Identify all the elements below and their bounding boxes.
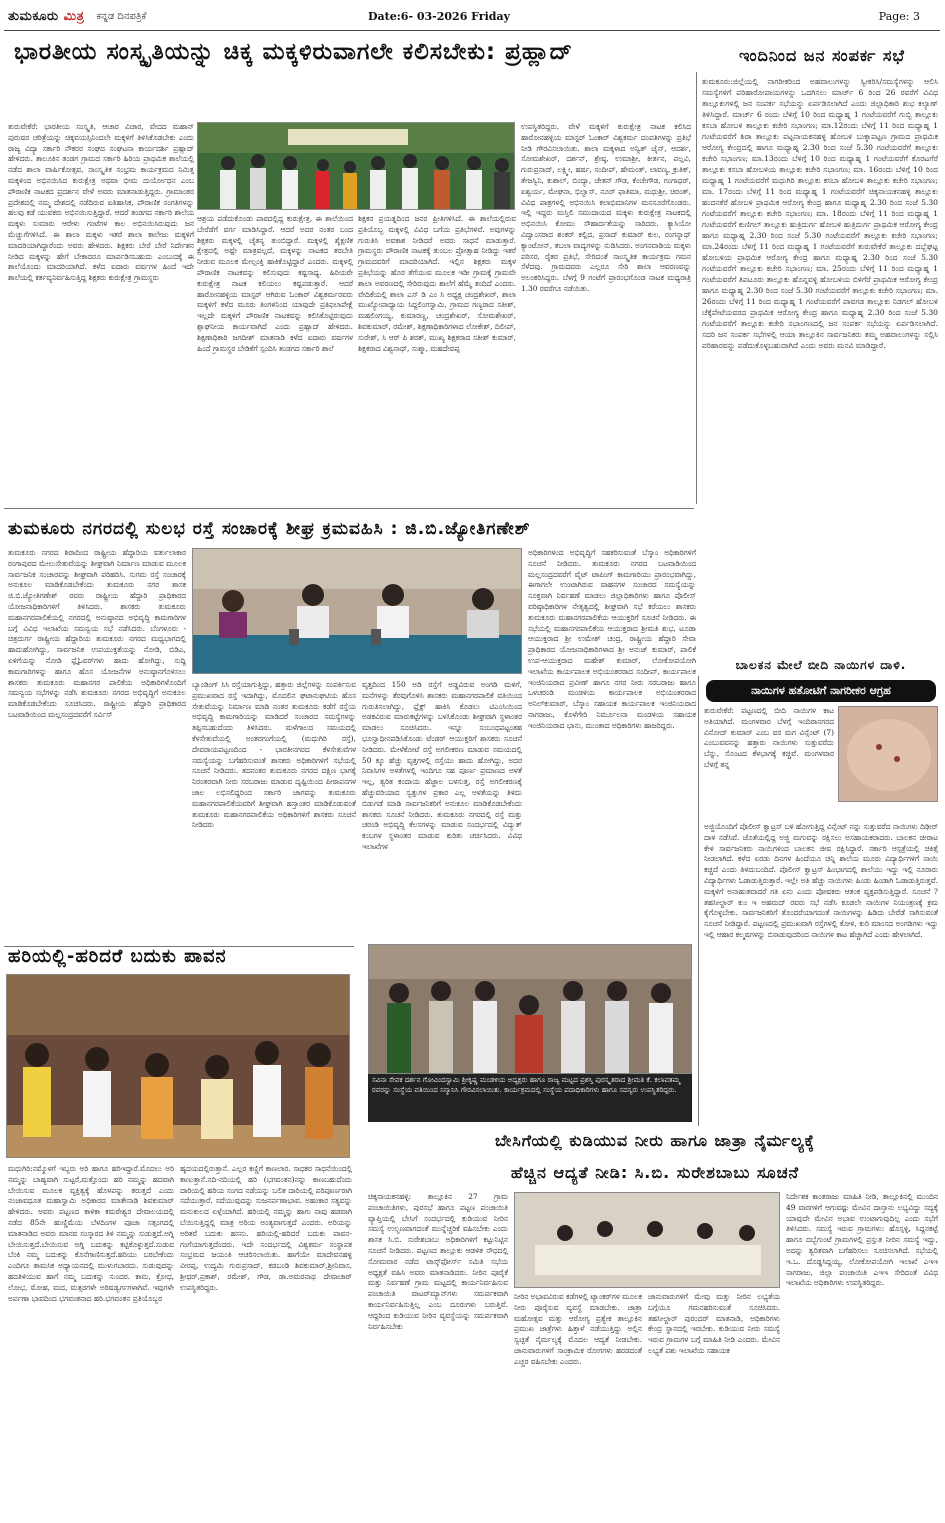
road-meeting-photo: [192, 548, 522, 674]
article-3-column-2: ಬ್ಯಾಂಡಿಂಗ್ ಸಿಸಿ ರಸ್ತೆಯಾಗುತ್ತಿದ್ದು, ಹತ್ತಾರು ಜಿಲ್ಲೆಗಳನ್ನು ಸಂಪರ್ಕಿಸುವ ಪ್ರಮುಖವಾದ ರಸ್ತೆ ಇದಾಗಿದ್ದು, ಮೊದಲಿನ ಘಟಾನುಘಟಿಯ ಹೊಸ ಸೇತುವೆಯನ್ನು ನಿರ್ಮಾಣ ಮಾಡಿ ನಂತರ ತುಮಕೂರು ಕಡೆಗೆ ರಸ್ತೆಯ ಅಭಿವೃದ್ಧಿ ಕಾಮಗಾರಿಯನ್ನು ಮಾಡಿದರೆ ಸಂಚಾರದ ಸಮಸ್ಯೆಗಳನ್ನು ತಪ್ಪಿಸಬಹುದೆಂದು ತಿಳಿಸಿದರು. ಮಳೆಗಾಲದ ಸಮಯದಲ್ಲಿ ಕೆಳಸೇತುವೆಯಲ್ಲಿ ಅಂತರಗಂಗೆಯಲ್ಲಿ (ಮಧುಗಿರಿ ರಸ್ತೆ), ದೇವರಾಯಪಟ್ಟಣದಿಂದ - ಭಾರತೀನಗರದ ಕೆಳಸೇತುವೆಗಳ ಸಮಸ್ಯೆಯನ್ನು ಬಗೆಹರಿಸುವಂತೆ ಶಾಸಕರು ಅಧಿಕಾರಿಗಳಿಗೆ ಸಭೆಯಲ್ಲಿ ಸೂಚನೆ ನೀಡಿದರು. ತದನಂತರ ತುಮಕೂರು ನಗರದ ದಕ್ಷಿಣ ಭಾಗಕ್ಕೆ ನಿರಂತರವಾಗಿ ನೀರು ಸರಬರಾಜು ಮಾಡುವ ದೃಷ್ಟಿಯಿಂದ ಪೀಠಾಪನಗಳ ಜಾಲ ಲಭಿಸಲಿದ್ದರಿಂದ ಸರ್ಕಾರಿ ಜಾಗವನ್ನು ತುಮಕೂರು ಮಹಾನಗರಪಾಲಿಕೆಯವರಿಗೆ ಶೀಘ್ರವಾಗಿ ಹಸ್ತಾಂತರ ಮಾಡಿಕೊಡುವಂತೆ ತುಮಕೂರು ಮಹಾನಗರಪಾಲಿಕೆಯ ಅಧಿಕಾರಿಗಳಿಗೆ ಶಾಸಕರು ಸೂಚನೆ ನೀಡಿದರು: [192, 680, 356, 830]
article-7-column-4: ನಿರ್ದೇಶಕ ಕಾಂತರಾಜು ಮಾಹಿತಿ ನೀಡಿ, ತಾಲ್ಲೂಕಿನಲ್ಲಿ ಮುಂದಿನ 49 ವಾರಗಳಿಗೆ ಆಗುವಷ್ಟು ಮೇವಿನ ದಾಸ್ತಾನು ಲಭ್ಯವಿದ್ದು ಸದ್ಯಕ್ಕೆ ಯಾವುದೇ ಮೇವಿನ ಅಭಾವ ಉಂಟಾಗುವುದಿಲ್ಲ ಎಂದು ಸಭೆಗೆ ತಿಳಿಸಿದರು. ಸಮಸ್ಯೆ ಇರುವ ಗ್ರಾಮಗಳು: ಹೊಸ್ಸಳ್ಳಿ, ಸಿದ್ದನಕಟ್ಟೆ ಹಾಗೂ ದಬ್ಬೆಗುಂಟೆ ಗ್ರಾಮಗಳಲ್ಲಿ ಪ್ರಸ್ತುತ ನೀರಿನ ಸಮಸ್ಯೆ ಇದ್ದು, ಅದನ್ನು ತ್ವರಿತವಾಗಿ ಬಗೆಹರಿಸಲು ಸೂಚಿಸಲಾಗಿದೆ. ಸಭೆಯಲ್ಲಿ ಇ.ಒ. ದೊಡ್ಡಸಿದ್ದಯ್ಯ, ಲೋಕೋಪಯೋಗಿ ಇಲಾಖೆ ಎಇಇ ನಾಗರಾಜು, ಜಿಲ್ಲಾ ಪಂಚಾಯಿತಿ ಎಇಇ ಸೇರಿದಂತೆ ವಿವಿಧ ಇಲಾಖೆಯ ಅಧಿಕಾರಿಗಳು ಉಪಸ್ಥಿತರಿದ್ದರು.: [786, 1192, 938, 1288]
article-5-headline: ಹರಿಯಲ್ಲಿ-ಹರಿದರೆ ಬದುಕು ಪಾವನ: [8, 946, 227, 967]
newspaper-title: [8, 9, 84, 24]
article-2-body: ತುಮಕೂರು:ಜಿಲ್ಲೆಯಲ್ಲಿ ನಾಗರೀಕರಿಂದ ಅಹವಾಲುಗಳನ್ನು ಸ್ವೀಕರಿಸಿ/ಸಮಸ್ಯೆಗಳನ್ನು ಆಲಿಸಿ ಸಮಸ್ಯೆಗಳಿಗೆ ಪರಿಹಾರೋಪಾಯಗಳನ್ನು ಒದಗಿಸಲು ಮಾರ್ಚ್ 6 ರಿಂದ 26 ರವರೆಗೆ ವಿವಿಧ ತಾಲ್ಲೂಕುಗಳಲ್ಲಿ ಜನ ಸಂಪರ್ಕ ಸಭೆಯನ್ನು ಏರ್ಪಡಿಸಲಾಗಿದೆ ಎಂದು ಜಿಲ್ಲಾಧಿಕಾರಿ ಶುಭ ಕಲ್ಯಾಣ್ ತಿಳಿಸಿದ್ದಾರೆ. ಮಾರ್ಚ್ 6 ರಂದು ಬೆಳಿಗ್ಗೆ 10 ರಿಂದ ಮಧ್ಯಾಹ್ನ 1 ಗಂಟೆಯವರೆಗೆ ಗುಬ್ಬಿ ತಾಲ್ಲೂಕು ಕಸಬಾ ಹೋಬಳಿ ತಾಲ್ಲೂಕು ಕಚೇರಿ ಸಭಾಂಗಣ; ಮಾ.12ರಂದು ಬೆಳಿಗ್ಗೆ 11 ರಿಂದ ಮಧ್ಯಾಹ್ನ 1 ಗಂಟೆಯವರೆಗೆ ಶಿರಾ ತಾಲ್ಲೂಕು ಪಟ್ಟನಾಯಕನಹಳ್ಳಿ ಹೋಬಳಿ ಬುಕ್ಕಾಪಟ್ಟಣ ಗ್ರಾಮದ ಪ್ರಾಥಮಿಕ ಆರೋಗ್ಯ ಕೇಂದ್ರದಲ್ಲಿ ಹಾಗೂ ಮಧ್ಯಾಹ್ನ 2.30 ರಿಂದ ಸಂಜೆ 5.30 ಗಂಟೆಯವರೆಗೆ ತಾಲ್ಲೂಕು ಕಚೇರಿ ಸಭಾಂಗಣ; ಮಾ.13ರಂದು ಬೆಳಿಗ್ಗೆ 10 ರಿಂದ ಮಧ್ಯಾಹ್ನ 1 ಗಂಟೆಯವರೆಗೆ ಕೊರಟಗೆರೆ ತಾಲ್ಲೂಕು ಕಸಬಾ ಹೋಬಳಿಯ ತಾಲ್ಲೂಕು ಕಚೇರಿ ಸಭಾಂಗಣ; ಮಾ. 16ರಂದು ಬೆಳಿಗ್ಗೆ 10 ರಿಂದ ಮಧ್ಯಾಹ್ನ 1 ಗಂಟೆಯವರೆಗೆ ಮಧುಗಿರಿ ತಾಲ್ಲೂಕು ಕಸಬಾ ಹೋಬಳಿ ತಾಲ್ಲೂಕು ಕಚೇರಿ ಸಭಾಂಗಣ; ಮಾ. 17ರಂದು ಬೆಳಿಗ್ಗೆ 11 ರಿಂದ ಮಧ್ಯಾಹ್ನ 1 ಗಂಟೆಯವರೆಗೆ ಚಿಕ್ಕನಾಯಕನಹಳ್ಳಿ ತಾಲ್ಲೂಕು ಹಂದನಕೆರೆ ಹೋಬಳಿ ಪ್ರಾಥಮಿಕ ಆರೋಗ್ಯ ಕೇಂದ್ರ ಹಾಗೂ ಮಧ್ಯಾಹ್ನ 2.30 ರಿಂದ ಸಂಜೆ 5.30 ಗಂಟೆಯವರೆಗೆ ತಾಲ್ಲೂಕು ಕಚೇರಿ ಸಭಾಂಗಣ; ಮಾ. 18ರಂದು ಬೆಳಿಗ್ಗೆ 11 ರಿಂದ ಮಧ್ಯಾಹ್ನ 1 ಗಂಟೆಯವರೆಗೆ ಕುಣಿಗಲ್ ತಾಲ್ಲೂಕು ಹುತ್ರಿದುರ್ಗ ಹೋಬಳಿ ಹುತ್ರಿದುರ್ಗ ಪ್ರಾಥಮಿಕ ಆರೋಗ್ಯ ಕೇಂದ್ರ ಹಾಗೂ ಮಧ್ಯಾಹ್ನ 2.30 ರಿಂದ ಸಂಜೆ 5.30 ಗಂಟೆಯವರೆಗೆ ತಾಲ್ಲೂಕು ಕಚೇರಿ ಸಭಾಂಗಣ; ಮಾ.24ರಂದು ಬೆಳಿಗ್ಗೆ 11 ರಿಂದ ಮಧ್ಯಾಹ್ನ 1 ಗಂಟೆಯವರೆಗೆ ತುರುವೇಕೆರೆ ತಾಲ್ಲೂಕು ದಬ್ಬೆಘಟ್ಟ ಹೋಬಳಿಯ ಪ್ರಾಥಮಿಕ ಆರೋಗ್ಯ ಕೇಂದ್ರ ಹಾಗೂ ಮಧ್ಯಾಹ್ನ 2.30 ರಿಂದ ಸಂಜೆ 5.30 ಗಂಟೆಯವರೆಗೆ ತಾಲ್ಲೂಕು ಕಚೇರಿ ಸಭಾಂಗಣ; ಮಾ. 25ರಂದು ಬೆಳಿಗ್ಗೆ 11 ರಿಂದ ಮಧ್ಯಾಹ್ನ 1 ಗಂಟೆಯವರೆಗೆ ತಿಪಟೂರು ತಾಲ್ಲೂಕು ಹೊನ್ನವಳ್ಳಿ ಹೋಬಳಿಯ ಬಿಳಿಗೆರೆ ಪ್ರಾಥಮಿಕ ಆರೋಗ್ಯ ಕೇಂದ್ರ ಹಾಗೂ ಮಧ್ಯಾಹ್ನ 2.30 ರಿಂದ ಸಂಜೆ 5.30 ಗಂಟೆಯವರೆಗೆ ತಾಲ್ಲೂಕು ಕಚೇರಿ ಸಭಾಂಗಣ; ಮಾ. 26ರಂದು ಬೆಳಿಗ್ಗೆ 11 ರಿಂದ ಮಧ್ಯಾಹ್ನ 1 ಗಂಟೆಯವರೆಗೆ ಪಾವಗಡ ತಾಲ್ಲೂಕು ನಿಡಗಲ್ ಹೋಬಳಿ ಚೆಕ್ಕೆಪೇಟೆಯವರದ ಪ್ರಾಥಮಿಕ ಆರೋಗ್ಯ ಕೇಂದ್ರ ಹಾಗೂ ಮಧ್ಯಾಹ್ನ 2.30 ರಿಂದ ಸಂಜೆ 5.30 ಗಂಟೆಯವರೆಗೆ ತಾಲ್ಲೂಕು ಕಚೇರಿ ಸಭಾಂಗಣದಲ್ಲಿ ಜನ ಸಂಪರ್ಕ ಸಭೆಯನ್ನು ಏರ್ಪಡಿಸಲಾಗಿದೆ. ಸದರಿ ಜನ ಸಂಪರ್ಕ ಸಭೆಗಳಲ್ಲಿ ಆಯಾ ತಾಲ್ಲೂಕಿನ ಸಾರ್ವಜನಿಕರು ತಮ್ಮ ಅಹವಾಲುಗಳನ್ನು ಸಲ್ಲಿಸಿ ಪರಿಹಾರವನ್ನು ಪಡೆದುಕೊಳ್ಳಬಹುದಾಗಿದೆ ಎಂದು ಅವರು ಮನವಿ ಮಾಡಿದ್ದಾರೆ.: [702, 77, 938, 350]
school-event-photo-art: [198, 123, 515, 210]
article-1-column-3: ಶಿಕ್ಷಕರ ಪ್ರಯತ್ನದಿಂದ ಜನರ ಪ್ರೀತಿಗಳಿಸಿದೆ. ಈ ಶಾಲೆಯಲ್ಲಿರುವ ಪ್ರತಿಯೊಬ್ಬ ಮಕ್ಕಳಲ್ಲಿ ವಿವಿಧ ಬಗೆಯ ಪ್ರತಿಭೆಗಳಿವೆ. ಅವುಗಳನ್ನು ಗುರುತಿಸಿ ಅವಕಾಶ ನೀಡಿದರೆ ಅವರು ಸಾಧನೆ ಮಾಡುತ್ತಾರೆ. ಗ್ರಾಮಸ್ಥರು ಪೌರಾಣಿಕ ನಾಟಕಕ್ಕೆ ತುಂಬಲ ಪ್ರೋತ್ಸಾಹ ನೀಡಿದ್ದು ಇತರೆ ಗ್ರಾಮದವರಿಗೆ ಮಾದರಿಯಾಗಿದೆ. ಇಲ್ಲಿನ ಶಿಕ್ಷಕರು ಮಕ್ಕಳ ಪ್ರತಿಭೆಯನ್ನು ಹೊರ ತೆಗೆಯುವ ಮೂಲಕ ಇಡೀ ಗ್ರಾಮಕ್ಕೆ ಗ್ರಾಮವೇ ಶಾಲಾ ಅವರಣದಲ್ಲಿ ಸೇರಿರುವುದು ಶಾಲೆಗೆ ಹೆಮ್ಮೆ ತಂದಿದೆ ಎಂದರು. ವೇದಿಕೆಯಲ್ಲಿ ಶಾಲಾ ಎಸ್ ಡಿ ಎಂ ಸಿ ಅಧ್ಯಕ್ಷ ಚಂದ್ರಶೇಖರ್, ಶಾಲಾ ಮುಖ್ಯೋಪಾಧ್ಯಾಯ ಸಿದ್ದಲಿಂಗಸ್ವಾಮಿ, ಗ್ರಾಮದ ಗಣ್ಯರಾದ ಸತೀಶ್, ಮಹಲಿಂಗಯ್ಯ, ಕುಮಾರಣ್ಣ, ಚಂದ್ರಶೇಖರ್, ಸೋಮಶೇಖರ್, ಶಿವಕುಮಾರ್, ರಮೇಶ್, ಶಿಕ್ಷಣಾಧಿಕಾರಿಗಳಾದ ಲೋಕೇಶ್, ದಿಲೀಪ್, ಸುರೇಶ್, ಸಿ ಆರ್ ಪಿ ಶರತ್, ಮುಖ್ಯ ಶಿಕ್ಷಕರಾದ ಸತೀಶ್ ಕುಮಾರ್, ಶಿಕ್ಷಕರಾದ ವಿಶ್ವನಾಥ್, ಸುಶ್ಮಾ, ಮಹದೇವಪ್ಪ: [358, 214, 516, 353]
masthead-rule: [4, 30, 940, 31]
column-divider: [696, 72, 697, 504]
award-event-photo: [368, 944, 692, 1074]
award-photo-caption: ಸವಿನಾ ಸೇವಕ ದರ್ಶನ ಗೋವಿಂದಸ್ವಾಮಿ ಶ್ರೀಕೃಷ್ಣ ಮಂಡಳಿಯ ಅದ್ಯಕ್ಷರು ಹಾಗೂ ರಾಜ್ಯ ಮಟ್ಟದ ಪ್ರಶಸ್ತಿ ಪುರಸ್ಕೃತರಾದ ಶ್ರೀಮತಿ ಕೆ. ಕಲಾವತಮ್ಮ ರವರನ್ನು ಸಂಸ್ಥೆಯ ವತಿಯಿಂದ ಸನ್ಮಾನಿಸಿ ಗೌರವಿಸಲಾಯಿತು. ಕಾರ್ಯಕ್ರಮದಲ್ಲಿ ಸಂಸ್ಥೆಯ ಪದಾಧಿಕಾರಿಗಳು ಹಾಗೂ ಸದಸ್ಯರು ಉಪಸ್ಥಿತರಿದ್ದರು.: [368, 1074, 692, 1122]
road-meeting-photo-art: [193, 549, 522, 674]
felicitation-photo: [6, 974, 350, 1158]
article-4-main-text: ಅಜ್ಜಿಯೊಂದಿಗೆ ಪೊಲೀಸ್ ಕ್ವಾಟ್ರಸ್ ಬಳಿ ಹೋಗುತ್ತಿದ್ದ ವಿನ್ಸೆಂಟ್ ನನ್ನು ಸುತ್ತುವರೆದ ನಾಯಿಗಳು ದಿಢೀರ್ ದಾಳಿ ನಡೆಸಿವೆ. ಜೊತೆಯಲ್ಲಿದ್ದ ಅಜ್ಜಿ ಮಗುವನ್ನು ರಕ್ಷಿಸಲು ಅಸಹಾಯಕರಾದರು. ಬಾಲಕನ ಚೀರಾಟ ಕೇಳಿ ಸಾರ್ವಜನಿಕರು ನಾಯಿಗಳಿಂದ ಬಾಲಕನ ಜೀವ ರಕ್ಷಿಸಿದ್ದಾರೆ. ಸರ್ಕಾರಿ ಆಸ್ಪತ್ರೆಯಲ್ಲಿ ಚಿಕಿತ್ಸೆ ನೀಡಲಾಗಿದೆ. ಕಳೆದ ಏರಡು ದಿನಗಳ ಹಿಂದೆಯೂ ಚಿನ್ನಿ ಶಾಲೆಯ ಮೂರು ವಿದ್ಯಾರ್ಥಿಗಳಿಗೆ ನಾಯಿ ಕಚ್ಚಿದೆ ಎಂದು ತಿಳಿದುಬಂದಿದೆ. ಪೊಲೀಸ್ ಕ್ವಾಟ್ರಸ್ ಹಿಂಭಾಗದಲ್ಲಿ ಶಾಲೆಯು ಇದ್ದು ಇಲ್ಲಿ ನೂರಾರು ವಿದ್ಯಾರ್ಥಿಗಳು ಓಡಾಡುತ್ತಿರುತ್ತಾರೆ. ಇಲ್ಲೇ ಅತಿ ಹೆಚ್ಚು ನಾಯಿಗಳು ಹಿಂಡು ಹಿಂಡಾಗಿ ಓಡಾಡುತ್ತಿರುತ್ತವೆ. ಮಕ್ಕಳಿಗೆ ಅನಾಹುತವಾದರೆ ಗತಿ ಏನು ಎಂದು ಪೋಷಕರು ಆತಂಕ ವ್ಯಕ್ತಪಡಿಸುತ್ತಿದ್ದಾರೆ. ಸೂಚನೆ ? ತಹಸೀಲ್ದಾರ್ ಕುಂ ಇ ಅಹಮದ್ ರವರು ಸಭೆ ನಡೆಸಿ ಕೂಡಲೇ ನಾಯಿಗಳ ನಿಯಂತ್ರಣಕ್ಕೆ ಕ್ರಮ ಕೈಗೊಳ್ಳಬೇಕು. ಸಾರ್ವಜನಿಕರಿಗೆ ತೊಂದರೆಯಾಗದಂತೆ ನಾಯಿಗಳನ್ನು ಹಿಡಿದು ಬೇರೆಡೆ ಸಾಗಿಸುವಂತೆ ಸೂಚನೆ ನೀಡಿದ್ದಾರೆ. ಪಟ್ಟಣದಲ್ಲಿ ಪ್ರಮುಖವಾಗಿ ರಸ್ತೆಗಳಲ್ಲಿ ಕೋಳಿ, ಕುರಿ ಮಾಂಸದ ಅಂಗಡಿಗಳು ಇದ್ದು ಇಲ್ಲಿ ಆಹಾರ ಕಲ್ಮಷಗಳನ್ನು ಬಿಸಾಡುವುದರಿಂದ ನಾಯಿಗಳ ಕಾಟ ಹೆಚ್ಚಾಗಿದೆ ಎಂದು ಹೇಳಲಾಗಿದೆ.: [704, 822, 938, 939]
article-4-side-text: ತುರುವೇಕೆರೆ: ಪಟ್ಟಣದಲ್ಲಿ ಬೀದಿ ನಾಯಿಗಳ ಕಾಟ ಅತಿಯಾಗಿದೆ. ಮಂಗಳವಾರ ಬೆಳಗ್ಗೆ ಇಂದಿರಾನಗರದ ವಿನೋದ್ ಕುಮಾರ್ ಎಂಬ ವರ ಮಗ ವಿನ್ಸೆಂಟ್ (7) ಎಂಬುವವನನ್ನು ಹತ್ತಾರು ನಾಯಿಗಳು ಸುತ್ತುವರೆದು ಬೆನ್ನು, ಸೊಂಟದ ಕೆಳಭಾಗಕ್ಕೆ ಕಚ್ಚಿವೆ. ಮಂಗಳವಾರ ಬೆಳಗ್ಗೆ ತನ್ನ: [704, 706, 834, 769]
article-2-headline: ಇಂದಿನಿಂದ ಜನ ಸಂಪರ್ಕ ಸಭೆ: [739, 46, 905, 65]
article-4-subheadline: ನಾಯಿಗಳ ಹತೋಟಿಗೆ ನಾಗರೀಕರ ಆಗ್ರಹ: [706, 680, 936, 702]
title-part-black: ತುಮಕೂರು: [8, 8, 59, 24]
article-7-headline-line-2: ಹೆಚ್ಚಿನ ಆದ್ಯತೆ ನೀಡಿ: ಸಿ.ಬಿ. ಸುರೇಶಬಾಬು ಸೂಚನೆ: [510, 1163, 800, 1182]
article-1-headline: ಭಾರತೀಯ ಸಂಸ್ಕೃತಿಯನ್ನು ಚಿಕ್ಕ ಮಕ್ಕಳಿರುವಾಗಲೇ ಕಲಿಸಬೇಕು: ಪ್ರಹ್ಲಾದ್: [14, 39, 573, 65]
section-rule: [4, 508, 694, 509]
article-7-column-2: ನೀರಿನ ಅಭಾವವಿರುವ ಕಡೆಗಳಲ್ಲಿ ಟ್ಯಾಂಕರ್‌ಗಳ ಮೂಲಕ ನೀರು ಪೂರೈಸುವ ವ್ಯವಸ್ಥೆ ಮಾಡಬೇಕು. ಜಾತ್ರಾ ಮಹೋತ್ಸವ ಮತ್ತು ಆರೋಗ್ಯ ಪ್ರತ್ಯೇಕ ತಾಲ್ಲೂಕಿನ ಪ್ರಮುಖ ಜಾತ್ರೆಗಳು ಹಿತ್ತಾಳೆ ನಡೆಯುತ್ತಿದ್ದು ಅಲ್ಲಿನ ಸ್ವಚ್ಛತೆ ನೈರ್ಮಲ್ಯಕ್ಕೆ ಮೊದಲ ಆದ್ಯತೆ ನೀಡಬೇಕು. ಜಾನುವಾರುಗಳಿಗೆ ಸಾಂಕ್ರಾಮಿಕ ರೋಗಗಳು ಹರಡದಂತೆ ಎಚ್ಚರ ವಹಿಸಬೇಕು ಎಂದರು.: [514, 1292, 642, 1366]
task-force-meeting-photo-art: [515, 1193, 780, 1288]
article-1-column-1: ತುರುವೇಕೆರೆ: ಭಾರತೀಯ ಸಂಸ್ಕೃತಿ, ಆಚಾರ ವಿಚಾರ, ವೇದದ ಮಹಾನ್ ಪುರುಷರ ಚರಿತ್ರೆಯನ್ನು ಚಿಕ್ಕವಯಸ್ಸಿನಿಂದಲೇ ಮಕ್ಕಳಿಗೆ ತಿಳಿಸಿಕೊಡಬೇಕು ಎಂದು ರಾಜ್ಯ ವಿದ್ಯಾ ಸರ್ಕಾರಿ ನೌಕರರ ಸಂಘದ ಸಂಘಟನಾ ಕಾರ್ಯದರ್ಶಿ ಪ್ರಹ್ಲಾದ್ ಹೇಳಿದರು. ತಾಲೂಕಿನ ತಂಡಗ ಗ್ರಾಮದ ಸರ್ಕಾರಿ ಹಿರಿಯ ಪ್ರಾಥಮಿಕ ಶಾಲೆಯಲ್ಲಿ ನಡೆದ ಶಾಲಾ ವಾರ್ಷಿಕೋತ್ಸವ, ಸಾಂಸ್ಕೃತಿಕ ಸಂಭ್ರಮ ಕಾರ್ಯಕ್ರಮದ ನಿಮಿತ್ತ ಮಕ್ಕಳಿಂದ ಅಭಿನಯಿಸಿದ ಕುರುಕ್ಷೇತ್ರ ಅಥವಾ ಭೀಮ ದುರ್ಯೋಧನ ಎಂಬ ಪೌರಾಣಿಕ ನಾಟಕದ ಪ್ರದರ್ಶನ ವೇಳೆ ಅವರು ಮಾತನಾಡುತ್ತಿದ್ದರು. ಗ್ರಾಮಾಂತರ ಪ್ರದೇಶದಲ್ಲಿ ನಮ್ಮ ದೇಶದಲ್ಲಿ ನಡೆದಿರುವ ಐತಿಹಾಸಿಕ, ಪೌರಾಣಿಕ ಸಂಗತಿಗಳನ್ನು ಹಲವು ಕಡೆ ಯುವಕರು ಅಭಿನಯಿಸುತ್ತಿದ್ದಾರೆ. ಆದರೆ ತಂಡಗದ ಸರ್ಕಾರಿ ಶಾಲೆಯ ಮಕ್ಕಳು ಸುಮಾರು ಆರೇಳು ಗಂಟೆಗಳ ಕಾಲ ಅಭಿನಯಿಸಿರುವುದು ಜನ ಮೆಚ್ಚುಗೆಗಳಿಸಿದೆ. ಈ ಶಾಲಾ ಮಕ್ಕಳು ಇತರೆ ಶಾಲಾ ಕಾಲೇಜು ಮಕ್ಕಳಿಗೆ ಮಾದರಿಯಾಗಿದ್ದಾರೆಂದು ಅವರು ಹೇಳಿದರು. ಶಿಕ್ಷಕರು ಬೇರೆ ಬೇರೆ ನಿರ್ದೇಶನ ನೀಡಿದ ಮಕ್ಕಳನ್ನು ಹೇಗೆ ಬೇಕಾದರೂ ಮಾರ್ಪಡಿಸಬಹುದು ಎಂಬುದಕ್ಕೆ ಈ ಶಾಲೆಯೊಂದು ಮಾದರಿಯಾಗಿದೆ. ಕಳೆದ ಐದಾರು ವರ್ಷಗಳ ಹಿಂದೆ ಇದೇ ಶಾಲೆಯಲ್ಲಿ ಕರ್ತವ್ಯನಿರ್ವಹಿಸುತ್ತಿದ್ದ ಶಿಕ್ಷಕರು ಕುರುಕ್ಷೇತ್ರ ಗ್ರಾಮಸ್ಥರು: [8, 122, 194, 283]
award-event-photo-art: [369, 945, 692, 1074]
article-1-column-2: ಆಶ್ರಯ ಪಡೆದುಕೊಂಡು ಪಾಠದಲ್ಲಿದ್ದ ಕುರುಕ್ಷೇತ್ರ, ಈ ಶಾಲೆಯಿಂದ ಬೇರೆಡೆಗೆ ವರ್ಗ ಮಾಡಿಸಿದ್ದಾರೆ. ಆದರೆ ಅದರ ನಂತರ ಬಂದ ಶಿಕ್ಷಕರು ಮಕ್ಕಳಲ್ಲಿ ಚೈತನ್ಯ ತುಂಬಿದ್ದಾರೆ. ಮಕ್ಕಳಲ್ಲಿ ಶೈಕ್ಷಣಿಕ ಕ್ಷೇತ್ರದಲ್ಲಿ ಅಷ್ಟೇ ಮಾತ್ರವಲ್ಲದೆ, ಮಕ್ಕಳನ್ನು ನಾಟಕದ ತರಬೇತಿ ನೀಡುವ ಮೂಲಕ ಮೇಲ್ಪಂಕ್ತಿ ಹಾಕಿಕೊಟ್ಟಿದ್ದಾರೆ ಎಂದರು. ಮಕ್ಕಳಲ್ಲಿ ಪೌರಾಣಿಕ ನಾಟಕವನ್ನು ಕಲಿಸುವುದು ಕಷ್ಟಸಾಧ್ಯ. ಹಿರಿಯರೇ ಕುರುಕ್ಷೇತ್ರ ನಾಟಕ ಕಲಿಯಲು ಕಷ್ಟಪಡುತ್ತಾರೆ. ಆದರೆ ಹಾರೋನಹಳ್ಳಿಯ ಮಾಸ್ಟರ್ ಆಗಿರುವ ಓಂಕಾರ್ ವಿಶ್ವಕರ್ಮರವರು ಮಕ್ಕಳಿಗೆ ಕಳೆದ ಮೂರು ತಿಂಗಳಿನಿಂದ ಯಾವುದೇ ಪ್ರತಿಫಲಾಪೇಕ್ಷೆ ಇಲ್ಲದೇ ಮಕ್ಕಳಿಗೆ ಪೌರಾಣಿಕ ನಾಟಕವನ್ನು ಕಲಿಸಿಕೊಟ್ಟಿರುವುದು ಶ್ಲಾಘನೀಯ ಕಾರ್ಯವಾಗಿದೆ ಎಂದು ಪ್ರಹ್ಲಾದ್ ಹೇಳಿದರು. ಶಿಕ್ಷಣಾಧಿಕಾರಿ ಜಗದೀಶ್ ಮಾತನಾಡಿ ಕಳೆದ ಐದಾರು ವರ್ಷಗಳ ಹಿಂದೆ ಗ್ರಾಮಸ್ಥರ ಬೇಡಿಕೆಗೆ ಸ್ಪಂದಿಸಿ ತಂಡಗದ ಸರ್ಕಾರಿ ಶಾಲೆ: [197, 214, 353, 353]
newspaper-subtitle: ಕನ್ನಡ ದಿನಪತ್ರಿಕೆ: [96, 10, 147, 22]
column-divider-2: [698, 676, 699, 1126]
article-4-headline: ಬಾಲಕನ ಮೇಲೆ ಬೀದಿ ನಾಯಿಗಳ ದಾಳಿ.: [735, 658, 907, 672]
issue-date: Date:6- 03-2026 Friday: [368, 9, 510, 23]
article-5-column-1: ಮಧುಗಿರಿ:ನಮ್ಮೊಳಗೆ ಇಬ್ಬರು ಅರಿ ಹಾಗೂ ಹರಿಇದ್ದಾರೆ.ಮೊದಲು ಅರಿ ನಮ್ಮನ್ನು ಬಾಹ್ಯವಾಗಿ ಸುಟ್ಟರೆ,ಮತ್ತೊಂದು ಹರಿ ನಮ್ಮನ್ನು ಹದವಾಗಿ ಬೇಯಿಸುವ ಮೂಲಕ ವ್ಯಕ್ತಿತ್ವಕ್ಕೆ ಹೊಳಪನ್ನು ತರುತ್ತದೆ ಎಂದು ನಂಜಾವಧೂತ ಮಹಾಸ್ವಾಮಿ ಅಧಿಕಾರದ ಮಾತೇನಾಡಿ ಶಿವಕುಮಾರ್ ಹೇಳಿದರು. ಅವರು ಪಟ್ಟಣದ ಕಾಳಿಕಾ ಕಮಠೇಶ್ವರ ದೇವಾಲಯದಲ್ಲಿ ನಡೆದ 85ನೇ ಹುಣ್ಣಿಮೆಯ ಬೆಳದಿಂಗಳ ಪೂಜಾ ಸತ್ಸಂಗದಲ್ಲಿ ಮಾತನಾಡಿದ ಅವರು ಮಾನವ ಸಂಸ್ಕಾರದ ತಿಳಿ ನಮ್ಮನ್ನು ಸುಡುತ್ತದೆ.ಅಗ್ನಿ ಬೇಯಿಸುತ್ತದೆ.ಬೇಯಿಸುವ ಅಗ್ನಿ ಬದುಕನ್ನು ಕಟ್ಟಿಕೊಳ್ಳುತ್ತದೆ.ಸುಡುವ ಬೆಂಕಿ ನಮ್ಮ ಬದುಕನ್ನು ಕೊನೆಗಾಣಿಸುತ್ತದೆ.ಹರಿಯು ಬರಬೇಕೆಂದು ಎಂದಿಗೂ ತಾಮಸಿಕ ಅಧ್ಯಾಯನದಲ್ಲಿ ಮುಳುಗಬಾರದು. ಸುಡುವುದನ್ನು ಹದತಿಳಿಯುವ ಹಾಗೆ ನಮ್ಮ ಬದುಕನ್ನು ಸುಂದರ. ಕಾಮ, ಕ್ರೋಧ, ಲೋಭ, ಮೋಹ, ಮದ, ಮತ್ಸರಗಳೇ ಅರಿಷಡ್ವರ್ಗಗಳಾಗಿವೆ. ಇವುಗಳೇ ಅರ್ಪಣಾ ಭಾವದಿಂದ ಭಗವಂತನಾದ ಹರಿ.ಭಗವಂತನ ಪ್ರತಿಯೊಬ್ಬರ: [8, 1164, 174, 1303]
masthead: [8, 4, 938, 28]
article-3-column-4: ಅಧಿಕಾರಿಗಳಿಂದ ಅಭಿವೃದ್ಧಿಗೆ ಸಹಕರಿಸುವಂತೆ ಬೆಸ್ಕಾಂ ಅಧಿಕಾರಿಗಳಿಗೆ ಸೂಚನೆ ನೀಡಿದರು. ತುಮಕೂರು ನಗರದ ಬಟವಾಡಿಯಿಂದ ಮಲ್ಲಸಂದ್ರದವರೆಗೆ ವೈಟ್ ಟಾಪಿಂಗ್ ಕಾಮಗಾರಿಯು ಪ್ರಾರಂಭವಾಗಿದ್ದು, ಈಗಾಗಲೇ ಉಂಟಾಗಿರುವ ವಾಹನಗಳ ಸಂಚಾರದ ಸಮಸ್ಯೆಯನ್ನು ಸೂಕ್ತವಾಗಿ ನಿರ್ವಹಣೆ ಮಾಡಲು ಜಿಲ್ಲಾಧಿಕಾರಿಗಳು ಹಾಗೂ ಪೊಲೀಸ್ ವರಿಷ್ಠಾಧಿಕಾರಿಗಳ ನೇತೃತ್ವದಲ್ಲಿ ಶೀಘ್ರವಾಗಿ ಸಭೆ ಕರೆಯಲು ಶಾಸಕರು ತುಮಕೂರು ಮಹಾನಗರಪಾಲಿಕೆಯ ಆಯುಕ್ತರಿಗೆ ಸೂಚನೆ ನೀಡಿದರು. ಈ ಸಭೆಯಲ್ಲಿ ಮಹಾನಗರಪಾಲಿಕೆಯ ಆಯುಕ್ತರಾದ ಶ್ರೀಮತಿ ಶುಭ, ಟೂಡಾ ಆಯುಕ್ತರಾದ ಶ್ರೀ ಉಮೇಶ್ ಚಂದ್ರ, ರಾಷ್ಟ್ರೀಯ ಹೆದ್ದಾರಿ ಸೇವಾ ಪ್ರಾಧಿಕಾರದ ಯೋಜನಾಧಿಕಾರಿಗಳಾದ ಶ್ರೀ ಅನುಜ್ ಕುಮಾರ್, ಪಾಲಿಕೆ ಉಪ-ಆಯುಕ್ತರಾದ ಮಹೇಶ್ ಕುಮಾರ್, ಲೋಕೋಪಯೋಗಿ ಇಲಾಖೆಯ ಕಾರ್ಯಪಾಲಕ ಅಭಿಯಂತರರಾದ ಸಂದೀಪ್, ಕಾರ್ಯಪಾಲಕ ಇಂಜಿನಿಯರಾದ ಪ್ರವೀಣ್ ಹಾಗೂ ನಗರ ನೀರು ಸರಬರಾಜು ಹಾಗೂ ಒಳಚರಂಡಿ ಮಂಡಳಿಯ ಕಾರ್ಯಪಾಲಕ ಅಭಿಯಂತರರಾದ ಅನಿಲ್‌ಕುಮಾರ್, ಬೆಸ್ಕಾಂ ಸಹಾಯಕ ಕಾರ್ಯಪಾಲಕ ಇಂಜಿನಿಯರಾದ ನಾಗರಾಜು, ಕೊಳೆಗೇರಿ ನಿರ್ಮೂಲನಾ ಮಂಡಳಿಯ ಸಹಾಯಕ ಇಂಜಿನಿಯರಾದ ಭಾನು, ಮುಂತಾದ ಅಧಿಕಾರಿಗಳು ಹಾಜರಿದ್ದರು.: [528, 548, 696, 730]
article-5-column-2: ಹೃದಯದಲ್ಲಿರುತ್ತಾನೆ. ಎಲ್ಲರ ಕಣ್ಣಿಗೆ ಕಾಣಲಾರ. ಸಾಧಕರ ಸಾಧನೆಯಿಂದಲ್ಲಿ ಕಾಣುತ್ತಾನೆ.ನದಿ-ನದಿಯಲ್ಲಿ ಹರಿ (ಭಗವಂತನ)ನನ್ನು ಕಾಣಬಹುದೆಂದು ದಾರಿಯಲ್ಲಿ ಹರಿಯ ಸಂಗದ ನಡೆಯನ್ನು ಬಲಿತ ದಾರಿಯಲ್ಲಿ ಪರಿಪೂರ್ಣರಾಗಿ ಸದೆಯುತ್ತಾರೆ. ಸದೆಯುವುದನ್ನು ಸುಜನರ್ಪಣಾಭಾವ. ಅಹಂಕಾರ ಸತ್ಯವನ್ನು ಮನುಕುಲದ ಏಳ್ಗೆಯಾಗಿದೆ. ಹರಿಯಲ್ಲಿ ನಮ್ಮನ್ನು ಹಾಗು ನಾವು ಹಡವಾಗಿ ಬೆಯಿಸುತ್ತಿದ್ದಲ್ಲಿ ಮಾತ್ರ ಅರಿಯ ಅಂತ್ಯವಾಗುತ್ತದೆ ಎಂದರು. ಅರಿಯನ್ನು ಅರಿತರೆ ಬದುಕು ಹಸನು. ಹರಿಯಲ್ಲಿ-ಹರಿದರೆ ಬದುಕು ಪಾವನ-ಗಂಗೆಯಾಗುತ್ತದೆಂದರು. ಇದೇ ಸಂದರ್ಭದಲ್ಲಿ ವಿಶ್ವಕರ್ಮ ಸಂಸ್ಥಾಪಕ ಸಂಭ್ರಮದ ಜಯಂತಿ ಆಚರಿಸಲಾಯಿತು. ಹಾಗೆಯೇ ಮಾದೇವನಹಳ್ಳಿ ವೀರಪ್ಪ, ಉದ್ಯಮಿ ಗುರುಪ್ರಸಾದ್, ಕಡಬಂಡಿ ಶಿವಕುಮಾರ್,ಶ್ರೀನಿವಾಸ, ಶ್ರೀಧರ್,ಪ್ರಕಾಶ್, ರಮೇಶ್, ಗೌಡ, ಡಾ.ಅಮರನಾಥ ದೇವಾಚಾರ್ ಉಪಸ್ಥಿತರಿದ್ದರು.: [180, 1164, 352, 1292]
school-event-photo: [197, 122, 515, 210]
title-part-red: ಮಿತ್ರ: [63, 8, 85, 24]
article-3-column-3: ವೃತ್ತದಿಂದ 150 ಅಡಿ ರಸ್ತೆಗೆ ಅಡ್ಡವಿರುವ ಅಂಗಡಿ ಮಳಿಗೆ, ಮನೆಗಳನ್ನು ತೆರವುಗೊಳಿಸಿ ಶಾಸಕರು ಮಹಾನಗರಪಾಲಿಕೆ ವತಿಯಿಂದ ಗುರುತಿಸಲಾಗಿದ್ದು, ಫ್ಲೆಕ್ಸ್ ಹಾಕಿಸಿ ಕೊಡಲು ಟಿಎಂಸಿಯಿಂದ ಅಡಕವಿರುವ ಮಾರುಕಟ್ಟೆಗಳನ್ನು ಬಳಸಿಕೊಂಡು ಶೀಘ್ರವಾಗಿ ಸ್ಥಳಾಂತರ ಮಾಡಲು ಸೂಚಿಸಿದರು. ಇನ್ನೂ ಸಂಬಂಧಪಟ್ಟಂತಹ ಭೂಸ್ವಾಧೀನಪಡಿಸಿಕೊಂಡು ಟೆಂಡರ್ ಆಯುಕ್ತರಿಗೆ ಶಾಸಕರು ಸೂಚನೆ ನೀಡಿದರು. ಮೇಳೆಕೋಟೆ ರಸ್ತೆ ಅಗಲೀಕರಣ ಮಾಡುವ ಸಮಯದಲ್ಲಿ 50 ಕ್ಕೂ ಹೆಚ್ಚು ವೃತ್ತಗಳಲ್ಲಿ ರಸ್ತೆಯು ಹಾದು ಹೋಗಿದ್ದು, ಅದರ ನಿವಾಸಿಗಳ ಅಳತೆಗಳಲ್ಲಿ ಇಂದಿಗೂ ಸಹ ಪೂರ್ಣ ಪ್ರಮಾಣದ ಅಳತೆ ಇಲ್ಲ, ತ್ವರಿತ ಕಂದಾಯ ಹೆಜ್ಜಾಲ ಬಳಸುತ್ತ, ರಸ್ತೆ ಅಗಲೀಕರಣಕ್ಕೆ ಹೆಚ್ಚುವರಿಯಾದ ಸ್ವತ್ತುಗಳ ಪ್ರಕಾರ ಎಲ್ಲ ಅಳತೆಯನ್ನು ತಿಳಿದು ಬಿಡುಗಡೆ ಮಾಡಿ ಸಾರ್ವಜನಿಕರಿಗೆ ಅನುಕೂಲ ಮಾಡಿಕೊಡಬೇಕೆಂದು ಶಾಸಕರು ಸೂಚನೆ ನೀಡಿದರು. ತುಮಕೂರು ನಗರದಲ್ಲಿ ರಸ್ತೆ ಮತ್ತು ಚರಂಡಿ ಅಭಿವೃದ್ಧಿ ಕೆಲಸಗಳನ್ನು ಮಾಡುವ ಸಂದರ್ಭದಲ್ಲಿ ವಿದ್ಯುತ್ ಕಂಬಗಳ ಸ್ಥಳಾಂತರ ಮಾಡುವ ಕುರಿತು ಚರ್ಚಿಸಿದರು. ವಿವಿಧ ಇಲಾಖೆಗಳ: [362, 680, 522, 851]
article-7-column-3: ಜಾನುವಾರುಗಳಿಗೆ ಮೇವು ಮತ್ತು ನೀರಿನ ಲಭ್ಯತೆಯ ಬಗ್ಗೆಯೂ ಗಮನಹರಿಸುವಂತೆ ಸೂಚಿಸಿದರು. ತಹಸೀಲ್ದಾರ್ ಪುರಂದರ್ ಮಾತನಾಡಿ, ಅಧಿಕಾರಿಗಳು ಕೇಂದ್ರ ಸ್ಥಾನದಲ್ಲಿ ಇರಬೇಕು. ಕುಡಿಯುವ ನೀರು ಸಮಸ್ಯೆ ಇರುವ ಗ್ರಾಮಗಳ ಬಗ್ಗೆ ಮಾಹಿತಿ ನೀಡಿ ಎಂದರು. ಮೇವಿನ ಲಭ್ಯತೆ ಪಶು ಇಲಾಖೆಯ ಸಹಾಯಕ: [648, 1292, 780, 1355]
article-3-column-1: ತುಮಕೂರು ನಗರದ ಶಿರಾದಿಂದ ರಾಷ್ಟ್ರೀಯ ಹೆದ್ದಾರಿಯ ವರ್ತುಲಾಕಾರ ರಂಗಾಪುರದ ಮೇಲುಸೇತುವೆಯನ್ನು ಶೀಘ್ರವಾಗಿ ನಿರ್ಮಾಣ ಮಾಡುವ ಮೂಲಕ ಸಾರ್ವಜನಿಕ ಸಂಚಾರವನ್ನು ಶೀಘ್ರವಾಗಿ ಪರಿಹರಿಸಿ. ಸುಗಮ ರಸ್ತೆ ಸಂಚಾರಕ್ಕೆ ಅನುಕೂಲ ಮಾಡಿಕೊಡಬೇಕೆಂದು ತುಮಕೂರು ನಗರ ಶಾಸಕ ಜಿ.ಬಿ.ಜ್ಯೋತಿಗಣೇಶ್ ರವರು ರಾಷ್ಟ್ರೀಯ ಹೆದ್ದಾರಿ ಪ್ರಾಧಿಕಾರದ ಯೋಜನಾಧಿಕಾರಿಗಳಿಗೆ ತಿಳಿಸಿದರು. ಶಾಸಕರು ತುಮಕೂರು ಮಹಾನಗರಪಾಲಿಕೆಯಲ್ಲಿ ನಗರದಲ್ಲಿ ಅನುಷ್ಠಾನದ ಅಭಿವೃದ್ಧಿ ಕಾಮಗಾರಿಗಳ ಬಗ್ಗೆ ವಿವಿಧ ಇಲಾಖೆಯ ಸಮನ್ವಯ ಸಭೆ ನಡೆಸಿದರು. ಬೆಂಗಳೂರು - ಚಿತ್ರದುರ್ಗ ರಾಷ್ಟ್ರೀಯ ಹೆದ್ದಾರಿಯ ತುಮಕೂರು ನಗರದ ಮಧ್ಯಭಾಗದಲ್ಲಿ ಹಾದುಹೋಗಿದ್ದು, ಸಾರ್ವಜನಿಕ ಉಪಯುಕ್ತತೆಯನ್ನು ನೋಡಿ, ಬಿಡಿಎ, ಏಳಿಗೆಯನ್ನು ನೋಡಿ ಫ್ಲೈಓವರ್‌ಗಳು ಹಾದು ಹೋಗಿದ್ದು, ಸುದ್ದಿ ಕಾಮಗಾರಿಗಳನ್ನು ಹಾಗೂ ಹೊಸ ಯೋಜನೆಗಳ ಅನುಷ್ಠಾನಗೊಳಿಸಲು ಶಾಸಕರು ತುಮಕೂರು ಮಹಾನಗರ ಪಾಲಿಕೆಯ ಅಧಿಕಾರಿಗಳೊಂದಿಗೆ ಸಮನ್ವಯ ಸಭೆಗಳನ್ನು ನಡೆಸಿ ತುಮಕೂರು ನಗರದ ಅಭಿವೃದ್ಧಿಗೆ ಅನುಕೂಲ ಮಾಡಿಕೊಡಬೇಕೆಂದು ಸೂಚಿಸಿದರು. ರಾಷ್ಟ್ರೀಯ ಹೆದ್ದಾರಿ ಪ್ರಾಧಿಕಾರದ ಬಟವಾಡಿಯಿಂದ ಮಲ್ಲಸಂದ್ರದವರೆಗೆ ಸರ್ವಿಸ್: [8, 548, 186, 719]
article-3-headline: ತುಮಕೂರು ನಗರದಲ್ಲಿ ಸುಲಭ ರಸ್ತೆ ಸಂಚಾರಕ್ಕೆ ಶೀಘ್ರ ಕ್ರಮವಹಿಸಿ : ಜಿ.ಬಿ.ಜ್ಯೋತಿಗಣೇಶ್: [8, 519, 531, 539]
page-number: Page: 3: [878, 9, 920, 23]
article-1-column-4: ಉಪಸ್ಥಿತರಿದ್ದರು. ವೇಳೆ ಮಕ್ಕಳಿಗೆ ಕುರುಕ್ಷೇತ್ರ ನಾಟಕ ಕಲಿಸಿದ ಹಾರೋನಹಳ್ಳಿಯ ಮಾಸ್ಟರ್ ಓಂಕಾರ್ ವಿಶ್ವಕರ್ಮ ದಂಪತಿಗಳನ್ನು ಪ್ರತಿಭೆ ನೀಡಿ ಗೌರವಿಸಲಾಯಿತು. ಶಾಲಾ ಮಕ್ಕಳಾದ ಅನ್ವಿತ್ ಜೈನ್, ಆದರ್ಶ, ಸೋಮಶೇಖರ್, ದರ್ಶನ್, ಶ್ರೇಷ್ಠ, ಉಮಾಶ್ರೀ, ಕೀರ್ತನ, ಪಲ್ಲವಿ, ಗುರುಪ್ರಸಾದ್, ಲಕ್ಷ್ಮೀ, ಹರ್ಷ, ಸಂದೀಪ್, ಹೇಮಂತ್, ಲಾವಣ್ಯ, ಕ್ರುತಿಕ್, ತೇಜಸ್ವಿನಿ, ಕುಶಾಲ್, ಬಿಂದ್ಯಾ, ಚೇತನ್ ಗೌಡ, ಕೆಂಚೇಗೌಡ, ಗಂಗಾಧರ್, ಐಶ್ವರ್ಯ, ಮೇಘನಾ, ಭಿಲ್ವಾಸ್, ನೂರ್ ಫಾತಿಮಾ, ಮಧುಶ್ರೀ, ಚಿರಂತ್, ವಿವಿಧ ಪಾತ್ರಗಳಲ್ಲಿ ಅಭಿನಯಿಸಿ ಕಲಾಭಿಮಾನಿಗಳ ಮನಸೂರೆಗೊಂಡರು. ಇಲ್ಲಿ ಇದ್ದರು ಮಸ್ತಿಲಿ ಸಮುದಾಯದ ಮಕ್ಕಳು ಕುರುಕ್ಷೇತ್ರ ನಾಟಕದಲ್ಲಿ ಅಭಿನಯಿಸಿ ಕೋಮು ಸೌಹಾರ್ದತೆಯನ್ನು ಸಾರಿದರು. ಕ್ಯಾಸಿಯೋ ವಿದ್ವಾಂಸರಾದ ಶಂಕರ್ ಕಲ್ಲಿದ, ಪ್ರಸಾದ್ ಕುಮಾರ್ ಕುಲ, ರಂಗನ್ನಾಥ್ ಕ್ಯಾಂಟೋನ್, ತಬಲಾ ವಾದ್ಯಗಳನ್ನು ನುಡಿಸಿದರು. ಅಂಗನವಾಡಿಯ ಮಕ್ಕಳು ಪರಿಸರ, ರೈತರ ಪ್ರತಿಭೆ, ಸೇರಿದಂತೆ ಸಾಂಸ್ಕೃತಿಕ ಕಾರ್ಯಕ್ರಮ ಗಮನ ಸೆಳೆದವು. ಗ್ರಾಮದವರು ಎಲ್ಲರೂ ಸೇರಿ ಶಾಲಾ ಆವರಣವನ್ನು ಅಲಂಕರಿಸಿದ್ದರು. ಬೆಳಗ್ಗೆ 9 ಗಂಟೆಗೆ ಪ್ರಾರಂಭಗೊಂಡ ನಾಟಕ ಮಧ್ಯರಾತ್ರಿ 1.30 ರವರೆಗೂ ನಡೆಯಿತು.: [521, 122, 691, 293]
injured-boy-photo-art: [839, 707, 938, 802]
task-force-meeting-photo: [514, 1192, 780, 1288]
article-7-column-1: ಚಿಕ್ಕನಾಯಕನಹಳ್ಳಿ: ತಾಲ್ಲೂಕಿನ 27 ಗ್ರಾಮ ಪಂಚಾಯಿತಿಗಳು, ಪುರಸಭೆ ಹಾಗೂ ಪಟ್ಟಣ ಪಂಚಾಯಿತಿ ವ್ಯಾಪ್ತಿಯಲ್ಲಿ ಬೇಸಿಗೆ ಸಂದರ್ಭದಲ್ಲಿ ಕುಡಿಯುವ ನೀರಿನ ಸಮಸ್ಯೆ ಉಲ್ಬಣವಾಗದಂತೆ ಮುನ್ನೆಚ್ಚರಿಕೆ ವಹಿಸಬೇಕು ಎಂದು ಶಾಸಕ ಸಿ.ಬಿ. ಸುರೇಶಬಾಬು ಅಧಿಕಾರಿಗಳಿಗೆ ಕಟ್ಟುನಿಟ್ಟಿನ ಸೂಚನೆ ನೀಡಿದರು. ಪಟ್ಟಣದ ತಾಲ್ಲೂಕು ಆಡಳಿತ ಸೌಧದಲ್ಲಿ ಸೋಮವಾರ ನಡೆದ ಟಾಸ್ಕ್‌ಫೋರ್ಸ್ ಸಮಿತಿ ಸಭೆಯ ಅಧ್ಯಕ್ಷತೆ ವಹಿಸಿ ಅವರು ಮಾತನಾಡಿದರು. ನೀರಿನ ಪೂರೈಕೆ ಮತ್ತು ನಿರ್ವಹಣೆ ಗ್ರಾಮ ಮಟ್ಟದಲ್ಲಿ ಕಾರ್ಯನಿರ್ವಹಿಸುವ ಪಂಚಾಯಿತಿ ವಾಟರ್‌ಮ್ಯಾನ್‌ಗಳು ಸಮರ್ಪಕವಾಗಿ ಕಾರ್ಯನಿರ್ವಹಿಸುತ್ತಿಲ್ಲ ಎಂಬ ದೂರುಗಳು ಬರುತ್ತಿವೆ. ಆದ್ದರಿಂದ ಕುಡಿಯುವ ನೀರಿನ ವ್ಯವಸ್ಥೆಯನ್ನು ಸಮರ್ಪಕವಾಗಿ ನಿರ್ವಹಿಸಬೇಕು: [368, 1192, 508, 1331]
injured-boy-photo: [838, 706, 938, 802]
article-7-headline-line-1: ಬೇಸಿಗೆಯಲ್ಲಿ ಕುಡಿಯುವ ನೀರು ಹಾಗೂ ಜಾತ್ರಾ ನೈರ್ಮಲ್ಯಕ್ಕೆ: [495, 1131, 815, 1150]
felicitation-photo-art: [7, 975, 350, 1158]
